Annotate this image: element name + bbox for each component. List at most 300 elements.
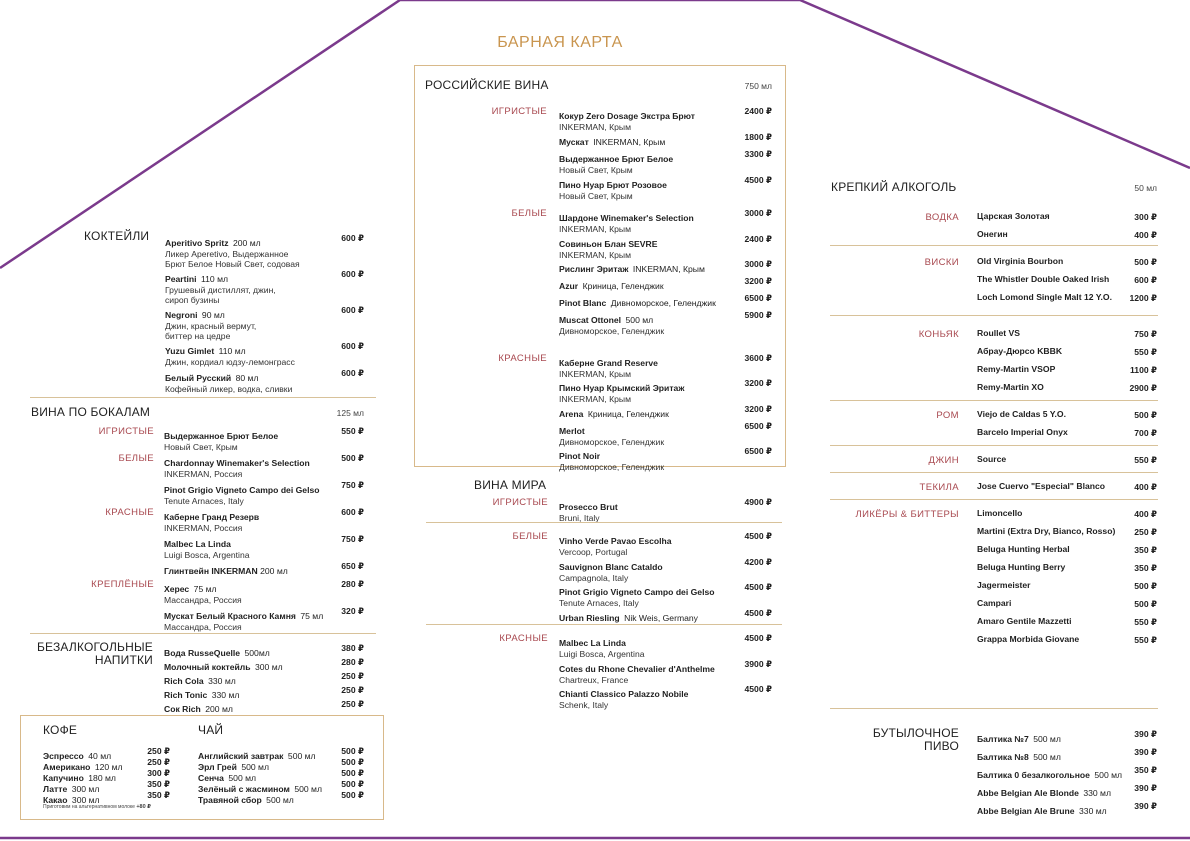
item-name: Шардоне Winemaker's Selection — [559, 213, 694, 223]
item-desc: INKERMAN, Крым — [559, 250, 632, 261]
category-fortified: КРЕПЛЁНЫЕ — [91, 579, 154, 590]
divider — [830, 315, 1158, 316]
item-desc: Vercoop, Portugal — [559, 547, 628, 558]
menu-item — [559, 659, 739, 686]
item-name: Prosecco Brut — [559, 502, 618, 512]
item-detail: 90 мл — [201, 310, 225, 320]
item-price: 3900 ₽ — [744, 659, 772, 669]
item-name: Beluga Hunting Herbal — [977, 544, 1070, 554]
item-name: Aperitivo Spritz — [165, 238, 229, 248]
item-price: 1200 ₽ — [1129, 293, 1157, 303]
item-price: 3200 ₽ — [744, 276, 772, 286]
category-red: КРАСНЫЕ — [499, 633, 548, 644]
item-price: 600 ₽ — [341, 507, 364, 517]
item-name: Мускат Белый Красного Камня — [164, 611, 296, 621]
menu-item — [164, 699, 340, 716]
category-red: КРАСНЫЕ — [498, 353, 547, 364]
item-price: 300 ₽ — [147, 768, 170, 778]
item-name: Балтика №7 — [977, 734, 1029, 744]
menu-item — [559, 106, 739, 133]
item-detail: 120 мл — [94, 762, 123, 772]
item-name: Pinot Grigio Vigneto Campo dei Gelso — [559, 587, 715, 597]
item-name: Онегин — [977, 229, 1008, 239]
spirits-volume: 50 мл — [1134, 183, 1157, 193]
item-price: 250 ₽ — [147, 746, 170, 756]
item-name: Barcelo Imperial Onyx — [977, 427, 1068, 437]
item-detail: 500 мл — [287, 751, 316, 761]
item-name: Source — [977, 454, 1007, 464]
item-name: Pinot Blanc — [559, 298, 607, 308]
item-detail: Nik Weis, Germany — [624, 613, 698, 623]
item-desc: Джин, красный вермут, — [165, 321, 257, 332]
item-price: 390 ₽ — [1134, 801, 1157, 811]
item-price: 500 ₽ — [341, 790, 364, 800]
menu-item — [165, 341, 335, 368]
item-desc: INKERMAN, Россия — [164, 523, 243, 534]
item-name: Балтика 0 безалкогольное — [977, 770, 1090, 780]
item-price: 600 ₽ — [341, 269, 364, 279]
item-price: 350 ₽ — [147, 779, 170, 789]
item-price: 500 ₽ — [1134, 581, 1157, 591]
item-name: Amaro Gentile Mazzetti — [977, 616, 1072, 626]
item-name: Царская Золотая — [977, 211, 1050, 221]
menu-item — [559, 404, 739, 421]
item-name: Muscat Ottonel — [559, 315, 622, 325]
item-price: 600 ₽ — [341, 305, 364, 315]
item-price: 3300 ₽ — [744, 149, 772, 159]
menu-item — [164, 426, 340, 453]
menu-item — [559, 293, 739, 310]
beer-title — [840, 727, 959, 752]
item-name: Malbec La Linda — [164, 539, 231, 549]
item-price: 650 ₽ — [341, 561, 364, 571]
item-price: 500 ₽ — [341, 757, 364, 767]
item-price: 400 ₽ — [1134, 482, 1157, 492]
item-price: 550 ₽ — [1134, 347, 1157, 357]
glass-wines-volume: 125 мл — [336, 408, 364, 418]
glass-wines-title: ВИНА ПО БОКАЛАМ — [31, 405, 151, 419]
item-name: Капучино — [43, 773, 84, 783]
item-desc: Дивноморское, Геленджик — [559, 437, 665, 448]
item-name: Azur — [559, 281, 579, 291]
item-desc: INKERMAN, Крым — [559, 394, 632, 405]
item-name: Limoncello — [977, 508, 1023, 518]
item-name: Херес — [164, 584, 190, 594]
item-desc: Chartreux, France — [559, 675, 629, 686]
item-price: 300 ₽ — [1134, 212, 1157, 222]
item-price: 3200 ₽ — [744, 404, 772, 414]
item-price: 500 ₽ — [341, 768, 364, 778]
menu-item — [559, 259, 739, 276]
item-price: 1800 ₽ — [744, 132, 772, 142]
menu-item — [165, 305, 335, 341]
item-name: Malbec La Linda — [559, 638, 626, 648]
item-name: Merlot — [559, 426, 585, 436]
item-name: Chianti Classico Palazzo Nobile — [559, 689, 689, 699]
divider — [30, 633, 376, 634]
item-name: Peartini — [165, 274, 197, 284]
soft-drinks-title — [30, 641, 153, 666]
item-price: 400 ₽ — [1134, 509, 1157, 519]
menu-item — [559, 633, 739, 660]
item-name: Выдержанное Брют Белое — [164, 431, 279, 441]
item-price: 250 ₽ — [341, 685, 364, 695]
menu-item — [165, 269, 335, 305]
category-liqueurs: ЛИКЁРЫ & БИТТЕРЫ — [855, 509, 959, 520]
item-name: Urban Riesling — [559, 613, 620, 623]
soft-drinks-title-line2: НАПИТКИ — [94, 652, 153, 667]
item-desc: Новый Свет, Крым — [559, 165, 633, 176]
item-price: 2900 ₽ — [1129, 383, 1157, 393]
item-detail: 300 мл — [71, 784, 100, 794]
item-detail: Криница, Геленджик — [582, 281, 664, 291]
item-price: 500 ₽ — [1134, 410, 1157, 420]
item-name: Remy-Martin VSOP — [977, 364, 1056, 374]
item-desc: Брют Белое Новый Свет, содовая — [165, 258, 300, 269]
item-name: Pinot Grigio Vigneto Campo dei Gelso — [164, 485, 320, 495]
item-name: Каберне Grand Reserve — [559, 358, 658, 368]
category-white: БЕЛЫЕ — [511, 208, 547, 219]
item-price: 500 ₽ — [1134, 257, 1157, 267]
divider — [830, 245, 1158, 246]
menu-item — [164, 534, 340, 561]
item-name: Loch Lomond Single Malt 12 Y.O. — [977, 292, 1112, 302]
item-name: Negroni — [165, 310, 198, 320]
menu-item — [559, 310, 739, 337]
item-price: 380 ₽ — [341, 643, 364, 653]
item-price: 320 ₽ — [341, 606, 364, 616]
divider — [830, 445, 1158, 446]
item-name: Пино Нуар Брют Розовое — [559, 180, 667, 190]
item-name: Chardonnay Winemaker's Selection — [164, 458, 310, 468]
alt-milk-note-text: Приготовим на альтернативном молоке — [43, 804, 135, 810]
item-price: 3000 ₽ — [744, 208, 772, 218]
item-name: Американо — [43, 762, 91, 772]
item-price: 6500 ₽ — [744, 446, 772, 456]
menu-item — [165, 233, 335, 269]
item-price: 4200 ₽ — [744, 557, 772, 567]
menu-item — [165, 368, 335, 395]
item-name: Yuzu Gimlet — [165, 346, 215, 356]
item-price: 390 ₽ — [1134, 729, 1157, 739]
russian-wines-volume: 750 мл — [744, 81, 772, 91]
item-detail: 300 мл — [254, 662, 283, 672]
item-desc: INKERMAN, Россия — [164, 469, 243, 480]
menu-item — [559, 175, 739, 202]
item-detail: INKERMAN, Крым — [632, 264, 705, 274]
item-price: 600 ₽ — [1134, 275, 1157, 285]
item-price: 2400 ₽ — [744, 106, 772, 116]
item-name: Английский завтрак — [198, 751, 284, 761]
item-name: Sauvignon Blanc Cataldo — [559, 562, 663, 572]
menu-item — [559, 497, 739, 524]
item-detail: 80 мл — [235, 373, 259, 383]
item-desc: Массандра, Россия — [164, 595, 242, 606]
item-name: Пино Нуар Крымский Эритаж — [559, 383, 685, 393]
item-name: Кокур Zero Dosage Экстра Брют — [559, 111, 696, 121]
item-name: Remy-Martin XO — [977, 382, 1044, 392]
item-desc: Джин, кордиал юдзу-лемонграсс — [165, 357, 295, 368]
item-detail: 300 мл — [71, 795, 100, 805]
menu-item — [164, 606, 340, 633]
item-price: 6500 ₽ — [744, 293, 772, 303]
item-detail: 110 мл — [218, 346, 246, 356]
divider — [830, 708, 1158, 709]
item-price: 600 ₽ — [341, 368, 364, 378]
menu-item — [559, 684, 739, 711]
item-price: 550 ₽ — [341, 426, 364, 436]
item-desc: Tenute Arnaces, Italy — [164, 496, 244, 507]
item-name: Сенча — [198, 773, 224, 783]
item-price: 280 ₽ — [341, 657, 364, 667]
item-price: 6500 ₽ — [744, 421, 772, 431]
category-sparkling: ИГРИСТЫЕ — [492, 497, 548, 508]
item-name: Old Virginia Bourbon — [977, 256, 1064, 266]
item-name: Абрау-Дюрсо KBBK — [977, 346, 1063, 356]
item-price: 2400 ₽ — [744, 234, 772, 244]
item-price: 550 ₽ — [1134, 455, 1157, 465]
item-detail: 500 мл — [1033, 734, 1061, 744]
item-desc: Ликер Aperetivo, Выдержанное — [165, 249, 289, 260]
category-cognac: КОНЬЯК — [918, 329, 959, 340]
item-detail: 330 мл — [211, 690, 240, 700]
category-rum: РОМ — [936, 410, 959, 421]
item-price: 250 ₽ — [147, 757, 170, 767]
item-price: 500 ₽ — [341, 779, 364, 789]
category-red: КРАСНЫЕ — [105, 507, 154, 518]
item-name: Rich Tonic — [164, 690, 208, 700]
item-price: 600 ₽ — [341, 341, 364, 351]
item-desc: Luigi Bosca, Argentina — [164, 550, 250, 561]
item-name: Roullet VS — [977, 328, 1020, 338]
item-name: Campari — [977, 598, 1012, 608]
item-desc: Грушевый дистиллят, джин, — [165, 285, 276, 296]
item-price: 250 ₽ — [341, 671, 364, 681]
item-detail: 330 мл — [1079, 806, 1107, 816]
menu-item — [164, 507, 340, 534]
item-detail: 200 мл — [205, 704, 233, 714]
item-name: Jagermeister — [977, 580, 1031, 590]
category-tequila: ТЕКИЛА — [919, 482, 959, 493]
item-name: The Whistler Double Oaked Irish — [977, 274, 1110, 284]
menu-item — [164, 453, 340, 480]
beer-title-line2: ПИВО — [924, 738, 959, 753]
item-price: 500 ₽ — [341, 746, 364, 756]
item-name: Viejo de Caldas 5 Y.O. — [977, 409, 1067, 419]
item-price: 500 ₽ — [341, 453, 364, 463]
item-desc: сироп бузины — [165, 294, 220, 305]
item-name: Выдержанное Брют Белое — [559, 154, 674, 164]
item-detail: 500 мл — [228, 773, 257, 783]
item-name: Cotes du Rhone Chevalier d'Anthelme — [559, 664, 715, 674]
item-name: Grappa Morbida Giovane — [977, 634, 1080, 644]
item-name: Abbe Belgian Ale Blonde — [977, 788, 1079, 798]
category-sparkling: ИГРИСТЫЕ — [98, 426, 154, 437]
divider — [426, 624, 782, 625]
menu-item — [559, 149, 739, 176]
divider — [30, 397, 376, 398]
item-desc: INKERMAN, Крым — [559, 122, 632, 133]
item-price: 350 ₽ — [1134, 545, 1157, 555]
category-whisky: ВИСКИ — [924, 257, 959, 268]
item-detail: 500мл — [244, 648, 270, 658]
item-desc: Массандра, Россия — [164, 622, 242, 633]
item-name: Abbe Belgian Ale Brune — [977, 806, 1075, 816]
item-price: 4500 ₽ — [744, 531, 772, 541]
item-name: Латте — [43, 784, 68, 794]
item-name: Beluga Hunting Berry — [977, 562, 1066, 572]
category-sparkling: ИГРИСТЫЕ — [491, 106, 547, 117]
item-name: Эспрессо — [43, 751, 84, 761]
category-gin: ДЖИН — [928, 455, 959, 466]
item-desc: Bruni, Italy — [559, 513, 600, 524]
menu-item — [559, 208, 739, 235]
item-desc: Дивноморское, Геленджик — [559, 462, 665, 473]
menu-item — [559, 531, 739, 558]
item-name: Vinho Verde Pavao Escolha — [559, 536, 672, 546]
item-detail: 330 мл — [208, 676, 236, 686]
menu-item — [559, 353, 739, 380]
item-name: Martini (Extra Dry, Bianco, Rosso) — [977, 526, 1116, 536]
item-price: 4900 ₽ — [744, 497, 772, 507]
item-desc: Новый Свет, Крым — [164, 442, 238, 453]
menu-item — [559, 446, 739, 473]
item-price: 750 ₽ — [1134, 329, 1157, 339]
item-name: Каберне Гранд Резерв — [164, 512, 260, 522]
item-price: 700 ₽ — [1134, 428, 1157, 438]
item-detail: 500 мл — [1033, 752, 1061, 762]
category-white: БЕЛЫЕ — [512, 531, 548, 542]
item-price: 390 ₽ — [1134, 747, 1157, 757]
category-white: БЕЛЫЕ — [118, 453, 154, 464]
item-price: 350 ₽ — [147, 790, 170, 800]
item-price: 4500 ₽ — [744, 582, 772, 592]
item-price: 350 ₽ — [1134, 765, 1157, 775]
item-name: Эрл Грей — [198, 762, 237, 772]
item-price: 390 ₽ — [1134, 783, 1157, 793]
item-price: 750 ₽ — [341, 480, 364, 490]
item-detail: 40 мл — [88, 751, 112, 761]
item-price: 600 ₽ — [341, 233, 364, 243]
item-desc: Tenute Arnaces, Italy — [559, 598, 639, 609]
item-name: Глинтвейн INKERMAN — [164, 566, 258, 576]
item-name: Pinot Noir — [559, 451, 601, 461]
item-detail: 500 мл — [1094, 770, 1123, 780]
item-price: 350 ₽ — [1134, 563, 1157, 573]
divider — [830, 472, 1158, 473]
menu-item — [559, 378, 739, 405]
item-name: Rich Cola — [164, 676, 204, 686]
category-vodka: ВОДКА — [925, 212, 959, 223]
menu-item — [164, 561, 340, 578]
item-detail: 500 мл — [266, 795, 294, 805]
item-desc: Новый Свет, Крым — [559, 191, 633, 202]
item-price: 4500 ₽ — [744, 175, 772, 185]
item-price: 4500 ₽ — [744, 633, 772, 643]
item-name: Arena — [559, 409, 584, 419]
page-title: БАРНАЯ КАРТА — [497, 34, 623, 51]
menu-item — [559, 421, 739, 448]
cocktails-title: КОКТЕЙЛИ — [84, 229, 150, 243]
tea-title: ЧАЙ — [198, 723, 224, 737]
item-name: Балтика №8 — [977, 752, 1029, 762]
item-desc: Luigi Bosca, Argentina — [559, 649, 645, 660]
menu-item — [559, 234, 739, 261]
menu-item — [559, 582, 739, 609]
world-wines-title: ВИНА МИРА — [474, 478, 547, 492]
item-detail: 500 мл — [241, 762, 269, 772]
item-detail: 330 мл — [1083, 788, 1111, 798]
menu-item — [164, 480, 340, 507]
item-price: 5900 ₽ — [744, 310, 772, 320]
item-name: Молочный коктейль — [164, 662, 251, 672]
item-detail: Дивноморское, Геленджик — [610, 298, 716, 308]
item-name: Белый Русский — [165, 373, 232, 383]
item-desc: Дивноморское, Геленджик — [559, 326, 665, 337]
item-price: 1100 ₽ — [1129, 365, 1157, 375]
item-name: Jose Cuervo "Especial" Blanco — [977, 481, 1106, 491]
item-desc: Schenk, Italy — [559, 700, 609, 711]
item-price: 250 ₽ — [1134, 527, 1157, 537]
divider — [830, 400, 1158, 401]
menu-item — [559, 132, 739, 149]
item-desc: Campagnola, Italy — [559, 573, 629, 584]
coffee-title: КОФЕ — [43, 723, 78, 737]
item-detail: 500 мл — [294, 784, 322, 794]
item-name: Сок Rich — [164, 704, 201, 714]
item-detail: 75 мл — [193, 584, 217, 594]
item-detail: 200 мл — [257, 566, 288, 576]
menu-item — [559, 276, 739, 293]
item-price: 4500 ₽ — [744, 684, 772, 694]
menu-item — [164, 579, 340, 606]
item-name: Вода RusseQuelle — [164, 648, 241, 658]
menu-item — [559, 608, 739, 625]
item-price: 550 ₽ — [1134, 617, 1157, 627]
alt-milk-note-price: +80 ₽ — [136, 804, 151, 810]
item-price: 550 ₽ — [1134, 635, 1157, 645]
item-name: Мускат — [559, 137, 589, 147]
divider — [426, 522, 782, 523]
item-price: 400 ₽ — [1134, 230, 1157, 240]
item-price: 3600 ₽ — [744, 353, 772, 363]
menu-item — [198, 790, 338, 807]
beer-title-line1: БУТЫЛОЧНОЕ — [872, 726, 959, 740]
item-name: Зелёный с жасмином — [198, 784, 290, 794]
item-name: Совиньон Блан SEVRE — [559, 239, 658, 249]
spirits-title: КРЕПКИЙ АЛКОГОЛЬ — [831, 180, 957, 194]
item-detail: INKERMAN, Крым — [593, 137, 666, 147]
item-detail: 200 мл — [232, 238, 261, 248]
item-desc: INKERMAN, Крым — [559, 369, 632, 380]
item-price: 3000 ₽ — [744, 259, 772, 269]
soft-drinks-title-line1: БЕЗАЛКОГОЛЬНЫЕ — [36, 640, 153, 654]
item-name: Травяной сбор — [198, 795, 262, 805]
item-detail: 110 мл — [200, 274, 228, 284]
item-price: 280 ₽ — [341, 579, 364, 589]
russian-wines-title: РОССИЙСКИЕ ВИНА — [425, 78, 549, 92]
divider — [830, 499, 1158, 500]
item-name: Рислинг Эритаж — [559, 264, 629, 274]
item-desc: INKERMAN, Крым — [559, 224, 632, 235]
alt-milk-note — [43, 804, 173, 810]
item-desc: биттер на цедре — [165, 330, 231, 341]
item-price: 500 ₽ — [1134, 599, 1157, 609]
item-price: 750 ₽ — [341, 534, 364, 544]
item-detail: 500 мл — [625, 315, 654, 325]
menu-item — [559, 557, 739, 584]
item-price: 4500 ₽ — [744, 608, 772, 618]
